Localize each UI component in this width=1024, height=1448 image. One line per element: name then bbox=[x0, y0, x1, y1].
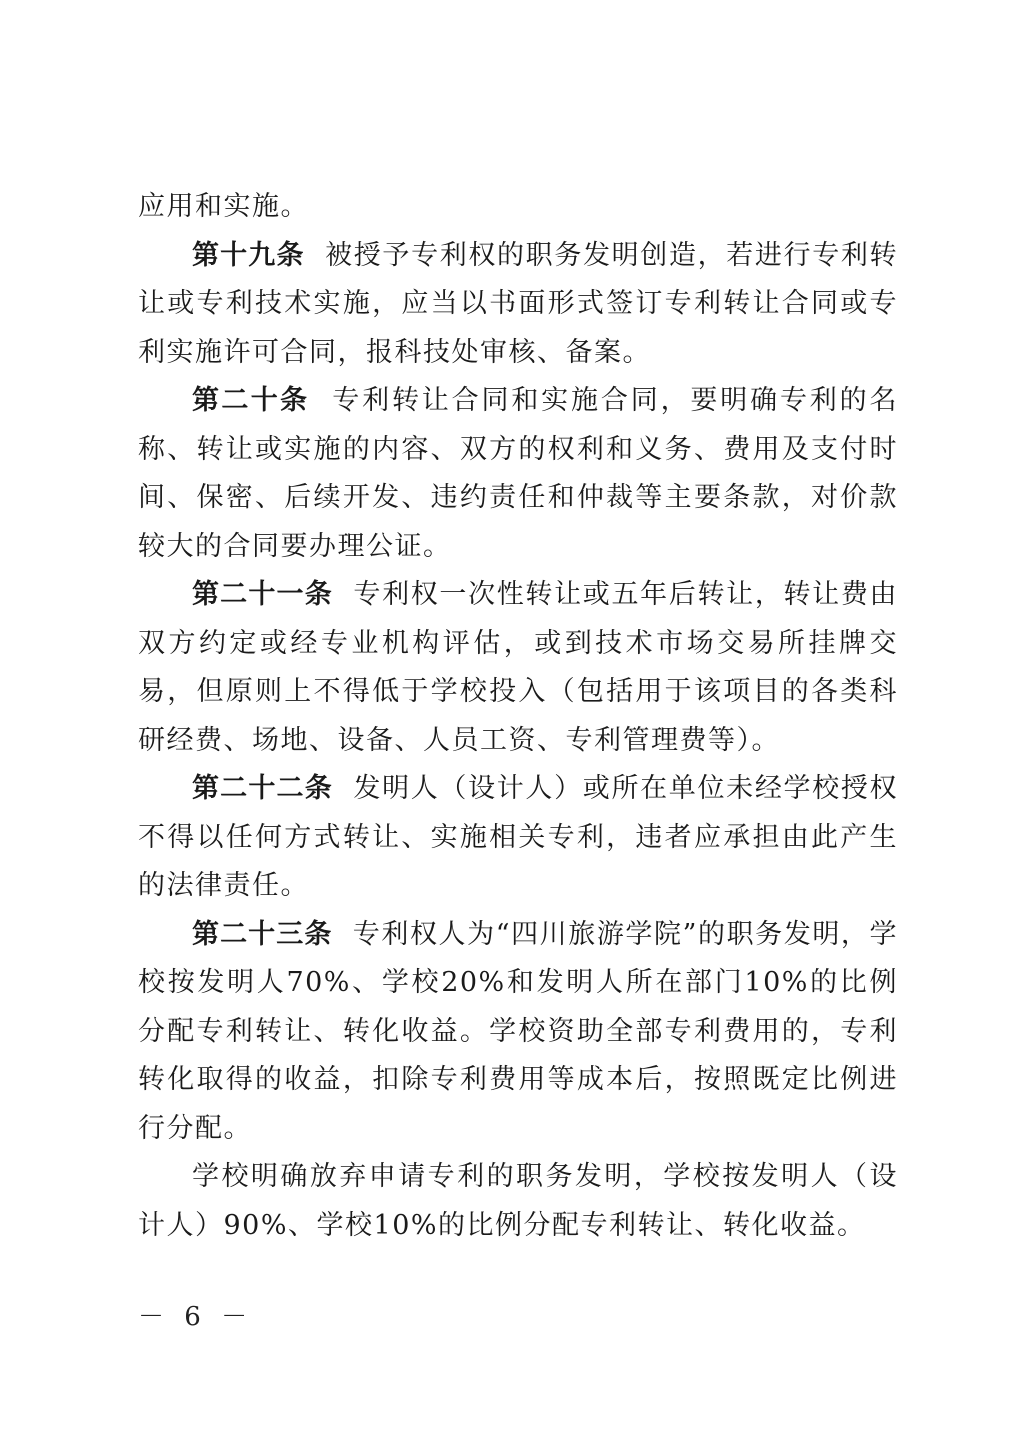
article-19 bbox=[138, 232, 898, 378]
paragraph-continuation bbox=[138, 183, 898, 232]
article-text: 专利权一次性转让或五年后转让，转让费由双方约定或经专业机构评估，或到技术市场交易所挂牌交易，但原则上不得低于学校投入（包括用于该项目的各类科研经费、场地、设备、人员工资、专利管理费等）。 bbox=[138, 579, 899, 756]
article-text: 被授予专利权的职务发明创造，若进行专利转让或专利技术实施，应当以书面形式签订专利转让合同或专利实施许可合同，报科技处审核、备案。 bbox=[138, 239, 899, 368]
article-number: 第二十二条 bbox=[192, 773, 333, 804]
paragraph-text: 应用和实施。 bbox=[138, 191, 309, 222]
article-text: 发明人（设计人）或所在单位未经学校授权不得以任何方式转让、实施相关专利，违者应承担由此产生的法律责任。 bbox=[138, 773, 899, 901]
article-text: 专利转让合同和实施合同，要明确专利的名称、转让或实施的内容、双方的权利和义务、费用及支付时间、保密、后续开发、违约责任和仲裁等主要条款，对价款较大的合同要办理公证。 bbox=[138, 385, 898, 562]
article-20 bbox=[138, 377, 898, 571]
article-text: 专利权人为“四川旅游学院”的职务发明，学校按发明人70%、学校20%和发明人所在部门10%的比例分配专利转让、转化收益。学校资助全部专利费用的，专利转化取得的收益，扣除专利费用等成本后，按照既定比例进行分配。 bbox=[138, 918, 899, 1144]
article-21 bbox=[138, 571, 898, 765]
article-number: 第二十一条 bbox=[192, 579, 333, 610]
document-body bbox=[138, 183, 898, 1250]
article-22 bbox=[138, 765, 898, 911]
article-23-supplement bbox=[138, 1153, 898, 1250]
article-number: 第二十条 bbox=[192, 385, 310, 416]
page-number: － 6 － bbox=[138, 1302, 254, 1332]
article-number: 第二十三条 bbox=[192, 918, 333, 950]
article-23 bbox=[138, 911, 898, 1154]
paragraph-text: 学校明确放弃申请专利的职务发明，学校按发明人（设计人）90%、学校10%的比例分配专利转让、转化收益。 bbox=[138, 1161, 898, 1241]
article-number: 第十九条 bbox=[192, 239, 305, 271]
